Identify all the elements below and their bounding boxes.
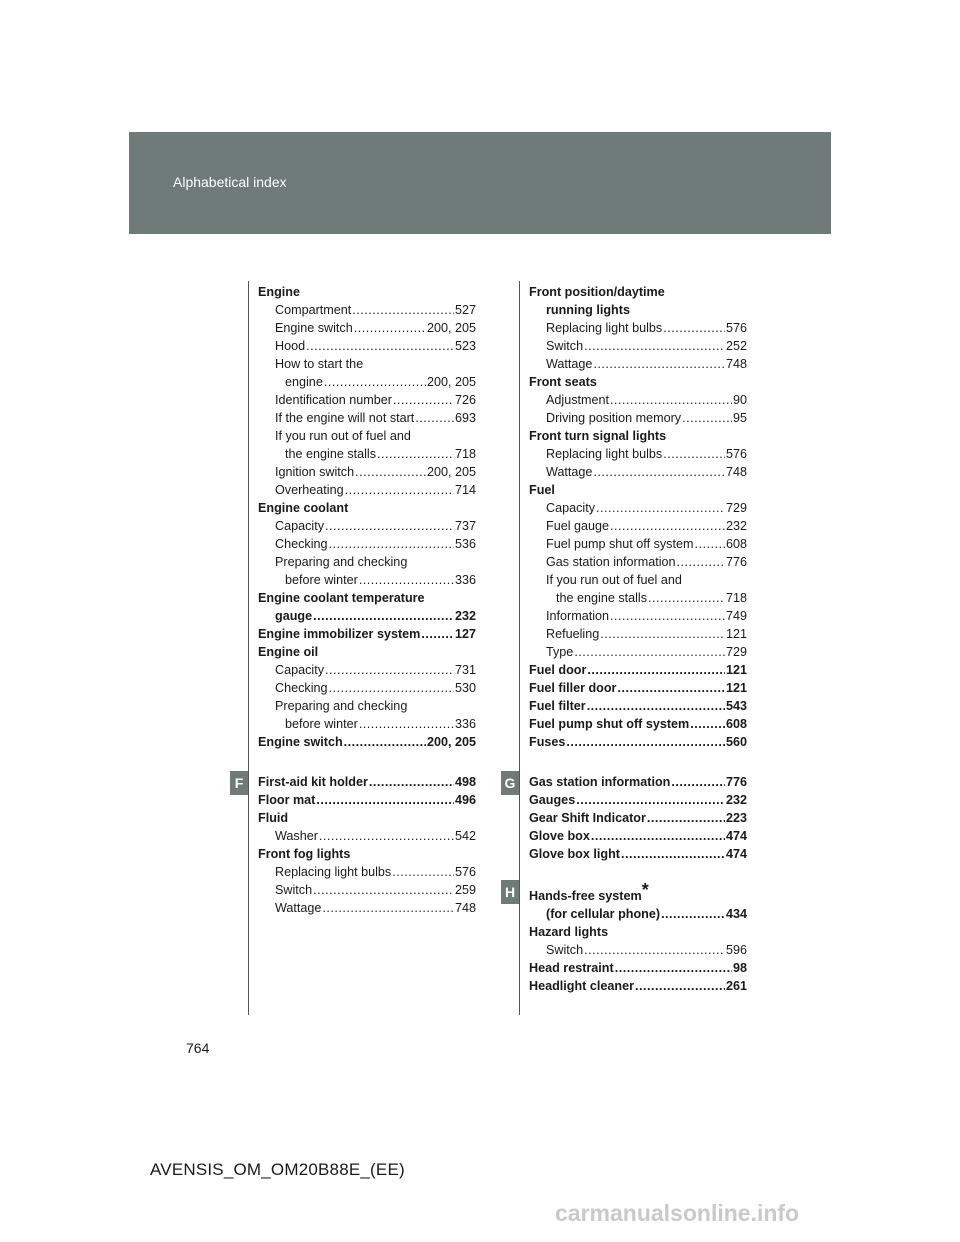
document-code: AVENSIS_OM_OM20B88E_(EE) (150, 1160, 405, 1179)
index-entry[interactable]: Switch ..... 596 (529, 941, 747, 959)
asterisk-footnote-mark: * (641, 880, 649, 900)
column-divider-right (519, 281, 520, 1015)
index-entry[interactable]: Compartment ..... 527 (258, 301, 476, 319)
index-entry[interactable]: Head restraint ..... 98 (529, 959, 747, 977)
index-entry[interactable]: Identification number ..... 726 (258, 391, 476, 409)
index-entry[interactable]: Fuel gauge ..... 232 (529, 517, 747, 535)
index-entry[interactable]: gauge ..... 232 (258, 607, 476, 625)
index-entry[interactable]: Capacity ..... 729 (529, 499, 747, 517)
index-entry-line: How to start the (275, 357, 364, 371)
letter-tab-h: H (501, 880, 519, 904)
index-entry[interactable]: Fuel filler door ..... 121 (529, 679, 747, 697)
index-entry[interactable]: Replacing light bulbs ..... 576 (258, 863, 476, 881)
index-entry[interactable]: Engine immobilizer system ..... 127 (258, 625, 476, 643)
index-entry[interactable]: Glove box light ..... 474 (529, 845, 747, 863)
index-entry[interactable]: Capacity ..... 731 (258, 661, 476, 679)
index-entry[interactable]: Checking ..... 530 (258, 679, 476, 697)
index-entry[interactable]: Wattage ..... 748 (529, 463, 747, 481)
index-column-right (529, 283, 747, 995)
index-heading: Engine coolant temperature (258, 591, 425, 605)
index-heading: Front seats (529, 375, 597, 389)
index-entry[interactable]: Headlight cleaner ..... 261 (529, 977, 747, 995)
index-entry[interactable]: (for cellular phone) ..... 434 (529, 905, 747, 923)
index-entry[interactable]: Replacing light bulbs ..... 576 (529, 445, 747, 463)
index-entry[interactable]: Gas station information ..... 776 (529, 773, 747, 791)
letter-tab-f: F (230, 771, 248, 795)
index-heading: Front position/daytime (529, 285, 665, 299)
index-entry[interactable]: Wattage ..... 748 (258, 899, 476, 917)
index-entry-line: If you run out of fuel and (546, 573, 682, 587)
index-column-left (258, 283, 476, 917)
index-entry[interactable]: Fuel pump shut off system ..... 608 (529, 715, 747, 733)
index-entry[interactable]: Washer ..... 542 (258, 827, 476, 845)
index-heading: Hands-free system* (529, 880, 649, 903)
index-entry[interactable]: Refueling ..... 121 (529, 625, 747, 643)
index-entry[interactable]: Gauges ..... 232 (529, 791, 747, 809)
index-entry[interactable]: Glove box ..... 474 (529, 827, 747, 845)
index-heading: Fuel (529, 483, 555, 497)
index-heading: Front turn signal lights (529, 429, 667, 443)
index-entry[interactable]: before winter ..... 336 (258, 571, 476, 589)
index-entry[interactable]: Checking ..... 536 (258, 535, 476, 553)
index-entry[interactable]: the engine stalls ..... 718 (258, 445, 476, 463)
letter-tab-g: G (501, 771, 519, 795)
index-heading: Engine (258, 285, 300, 299)
index-entry[interactable]: If the engine will not start ..... 693 (258, 409, 476, 427)
index-heading: Hazard lights (529, 925, 609, 939)
watermark: carmanualsonline.info (555, 1200, 800, 1226)
index-entry[interactable]: Fuel filter ..... 543 (529, 697, 747, 715)
column-divider-left (248, 281, 249, 1015)
index-entry[interactable]: Fuses ..... 560 (529, 733, 747, 751)
header-band (129, 132, 831, 234)
index-entry-line: Preparing and checking (275, 555, 408, 569)
index-entry[interactable]: Wattage ..... 748 (529, 355, 747, 373)
index-entry[interactable]: Driving position memory ..... 95 (529, 409, 747, 427)
index-entry[interactable]: Gas station information ..... 776 (529, 553, 747, 571)
index-entry[interactable]: Fuel door ..... 121 (529, 661, 747, 679)
index-heading: Fluid (258, 811, 289, 825)
index-entry[interactable]: engine ..... 200, 205 (258, 373, 476, 391)
index-heading: Front fog lights (258, 847, 351, 861)
index-entry[interactable]: Switch ..... 252 (529, 337, 747, 355)
index-entry-line: Preparing and checking (275, 699, 408, 713)
index-entry[interactable]: Engine switch ..... 200, 205 (258, 733, 476, 751)
index-entry[interactable]: Ignition switch ..... 200, 205 (258, 463, 476, 481)
index-entry[interactable]: Switch ..... 259 (258, 881, 476, 899)
index-entry[interactable]: the engine stalls ..... 718 (529, 589, 747, 607)
index-entry-line: If you run out of fuel and (275, 429, 411, 443)
index-entry[interactable]: Engine switch ..... 200, 205 (258, 319, 476, 337)
index-heading: running lights (546, 303, 630, 317)
index-heading: Engine coolant (258, 501, 349, 515)
index-entry[interactable]: Gear Shift Indicator ..... 223 (529, 809, 747, 827)
index-entry[interactable]: First-aid kit holder ..... 498 (258, 773, 476, 791)
index-entry[interactable]: Hood ..... 523 (258, 337, 476, 355)
index-entry[interactable]: Floor mat ..... 496 (258, 791, 476, 809)
page-number: 764 (186, 1040, 210, 1056)
index-entry[interactable]: Overheating ..... 714 (258, 481, 476, 499)
index-heading: Engine oil (258, 645, 319, 659)
index-entry[interactable]: Type ..... 729 (529, 643, 747, 661)
index-entry[interactable]: Information ..... 749 (529, 607, 747, 625)
index-entry[interactable]: Fuel pump shut off system ..... 608 (529, 535, 747, 553)
index-entry[interactable]: before winter ..... 336 (258, 715, 476, 733)
index-entry[interactable]: Adjustment ..... 90 (529, 391, 747, 409)
index-entry[interactable]: Capacity ..... 737 (258, 517, 476, 535)
index-entry[interactable]: Replacing light bulbs ..... 576 (529, 319, 747, 337)
section-title: Alphabetical index (173, 174, 287, 190)
